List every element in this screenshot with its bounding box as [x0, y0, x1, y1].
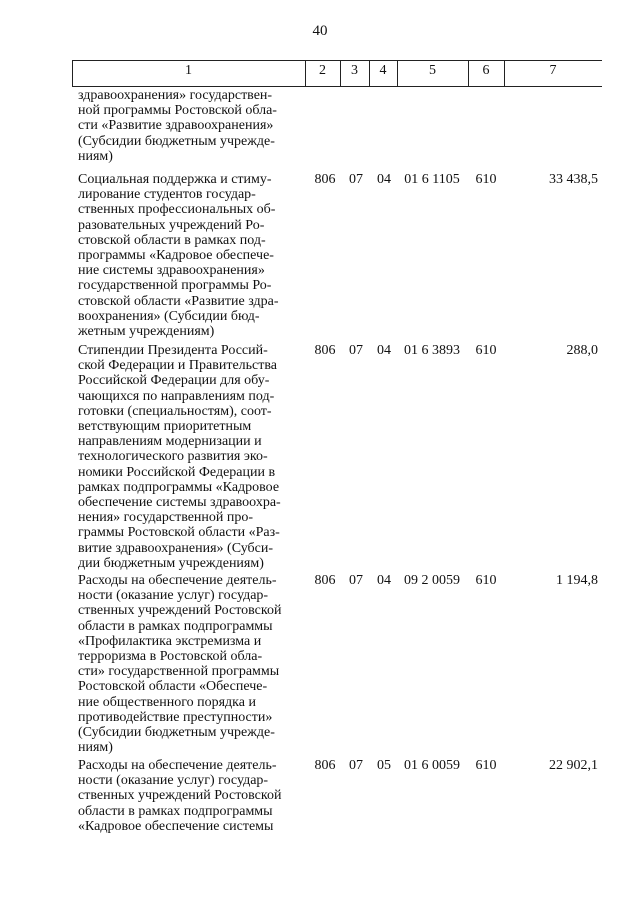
description-line: готовки (специальностям), соот-	[78, 403, 272, 419]
description-line: ветствующим приоритетным	[78, 419, 252, 435]
expense-type-code: 610	[475, 172, 497, 187]
description-line: граммы Ростовской области «Раз-	[78, 525, 280, 541]
description-line: ниям)	[78, 148, 113, 164]
row-description	[78, 573, 298, 755]
amount-value: 288,0	[566, 343, 598, 358]
description-line: Расходы на обеспечение деятель-	[78, 758, 277, 773]
header-top-rule	[72, 60, 602, 61]
section-code: 07	[349, 573, 363, 588]
description-line: разовательных учреждений Ро-	[78, 217, 265, 233]
description-line: «Кадровое обеспечение системы	[78, 818, 274, 834]
description-line: области в рамках подпрограммы	[78, 618, 273, 634]
description-line: витие здравоохранения» (Субси-	[78, 540, 274, 556]
expense-type-code: 610	[475, 573, 497, 588]
description-line: ственных учреждений Ростовской	[78, 603, 282, 619]
description-line: рамках подпрограммы «Кадровое	[78, 479, 280, 495]
description-line: терроризма в Ростовской обла-	[78, 649, 263, 665]
description-line: сти» государственной программы	[78, 664, 280, 680]
section-code: 07	[349, 343, 363, 358]
description-line: лирование студентов государ-	[78, 187, 256, 203]
amount-value: 1 194,8	[556, 573, 598, 588]
description-line: жетным учреждениям)	[78, 324, 215, 340]
description-line: ние системы здравоохранения»	[78, 263, 265, 279]
target-article-code: 01 6 0059	[404, 758, 460, 773]
description-line: ной программы Ростовской обла-	[78, 103, 277, 119]
description-line: здравоохранения» государствен-	[78, 88, 273, 103]
description-line: (Субсидии бюджетным учрежде-	[78, 725, 275, 741]
column-header-3: 3	[351, 63, 358, 78]
page-number: 40	[312, 23, 328, 39]
ministry-code: 806	[314, 573, 336, 588]
description-line: ности (оказание услуг) государ-	[78, 588, 269, 604]
amount-value: 22 902,1	[549, 758, 598, 773]
subsection-code: 04	[377, 573, 391, 588]
description-line: стовской области «Развитие здра-	[78, 293, 279, 309]
description-line: обеспечение системы здравоохра-	[78, 495, 281, 511]
row-description	[78, 172, 298, 339]
description-line: (Субсидии бюджетным учрежде-	[78, 133, 275, 149]
column-header-6: 6	[482, 63, 490, 78]
description-line: противодействие преступности»	[78, 709, 273, 725]
subsection-code: 05	[377, 758, 391, 773]
target-article-code: 01 6 1105	[404, 172, 460, 187]
description-line: программы «Кадровое обеспече-	[78, 248, 274, 264]
expense-type-code: 610	[475, 343, 497, 358]
column-header-4: 4	[379, 63, 387, 78]
description-line: нения» государственной про-	[78, 510, 254, 526]
description-line: ственных профессиональных об-	[78, 202, 276, 218]
row-description	[78, 343, 298, 571]
target-article-code: 09 2 0059	[404, 573, 460, 588]
ministry-code: 806	[314, 343, 336, 358]
description-line: области в рамках подпрограммы	[78, 803, 273, 819]
column-header-5: 5	[429, 63, 436, 78]
description-line: Социальная поддержка и стиму-	[78, 172, 272, 187]
description-line: Ростовской области «Обеспече-	[78, 679, 268, 695]
description-line: стовской области в рамках под-	[78, 232, 266, 248]
description-line: государственной программы Ро-	[78, 278, 272, 294]
target-article-code: 01 6 3893	[404, 343, 460, 358]
expense-type-code: 610	[475, 758, 497, 773]
column-header-1: 1	[185, 63, 192, 78]
description-line: Стипендии Президента Россий-	[78, 343, 268, 358]
header-bottom-rule	[72, 86, 602, 87]
description-line: «Профилактика экстремизма и	[78, 633, 262, 649]
ministry-code: 806	[314, 172, 336, 187]
description-line: технологического развития эко-	[78, 449, 268, 465]
subsection-code: 04	[377, 343, 391, 358]
description-line: ниям)	[78, 740, 113, 756]
description-line: ности (оказание услуг) государ-	[78, 773, 269, 789]
description-line: чающихся по направлениям под-	[78, 388, 275, 404]
subsection-code: 04	[377, 172, 391, 187]
column-header-2: 2	[319, 63, 326, 78]
section-code: 07	[349, 172, 363, 187]
ministry-code: 806	[314, 758, 336, 773]
section-code: 07	[349, 758, 363, 773]
continuation-description	[78, 88, 298, 164]
description-line: воохранения» (Субсидии бюд-	[78, 308, 260, 324]
description-line: сти «Развитие здравоохранения»	[78, 118, 274, 134]
description-line: Расходы на обеспечение деятель-	[78, 573, 277, 588]
description-line: направлениям модернизации и	[78, 434, 262, 450]
amount-value: 33 438,5	[549, 172, 598, 187]
row-description	[78, 758, 298, 834]
description-line: дии бюджетным учреждениям)	[78, 555, 264, 571]
column-header-7: 7	[549, 63, 557, 78]
description-line: Российской Федерации для обу-	[78, 373, 270, 389]
description-line: ской Федерации и Правительства	[78, 358, 278, 374]
description-line: номики Российской Федерации в	[78, 464, 276, 480]
description-line: ние общественного порядка и	[78, 694, 256, 710]
description-line: ственных учреждений Ростовской	[78, 788, 282, 804]
